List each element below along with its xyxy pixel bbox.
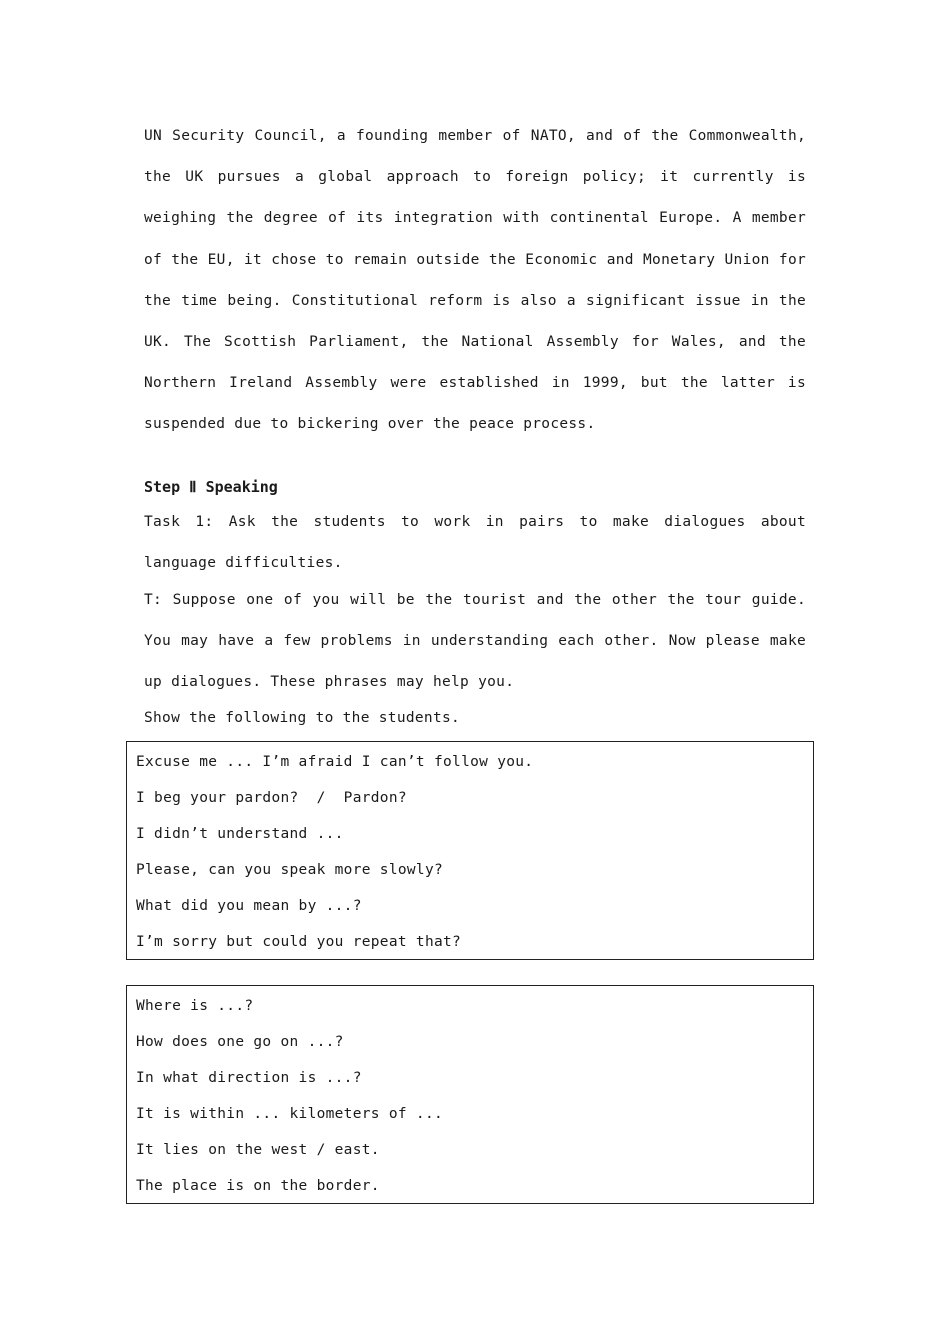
phrase-item: It lies on the west / east. — [136, 1142, 380, 1158]
phrase-item: I’m sorry but could you repeat that? — [136, 934, 462, 950]
task-paragraph: Task 1: Ask the students to work in pairs to make dialogues about language difficulties. — [144, 514, 806, 572]
show-instruction: Show the following to the students. — [144, 710, 461, 726]
phrase-item: Please, can you speak more slowly? — [136, 862, 444, 878]
phrase-item: I didn’t understand ... — [136, 826, 344, 842]
phrase-list — [136, 744, 813, 960]
phrase-item: Excuse me ... I’m afraid I can’t follow you. — [136, 754, 534, 770]
phrase-item: What did you mean by ...? — [136, 898, 362, 914]
phrase-box-understanding — [126, 741, 814, 960]
phrase-box-directions — [126, 985, 814, 1204]
phrase-item: In what direction is ...? — [136, 1070, 362, 1086]
phrase-item: The place is on the border. — [136, 1178, 380, 1194]
phrase-list — [136, 988, 813, 1204]
phrase-item: Where is ...? — [136, 998, 254, 1014]
intro-paragraph: UN Security Council, a founding member of NATO, and of the Commonwealth, the UK pursues a global approach to foreign policy; it currently is weighing the degree of its integration with continental Europe. A member of the EU, it chose to remain outside the Economic and Monetary Union for the time being. Constitutional reform is also a significant issue in the UK. The Scottish Parliament, the National Assembly for Wales, and the Northern Ireland Assembly were established in 1999, but the latter is suspended due to bickering over the peace process. — [144, 128, 806, 433]
phrase-item: It is within ... kilometers of ... — [136, 1106, 444, 1122]
phrase-item: I beg your pardon? / Pardon? — [136, 790, 407, 806]
teacher-paragraph: T: Suppose one of you will be the tourist and the other the tour guide. You may have a few problems in understanding each other. Now please make up dialogues. These phrases may help you. — [144, 592, 806, 691]
phrase-item: How does one go on ...? — [136, 1034, 344, 1050]
step-heading: Step Ⅱ Speaking — [144, 478, 278, 496]
